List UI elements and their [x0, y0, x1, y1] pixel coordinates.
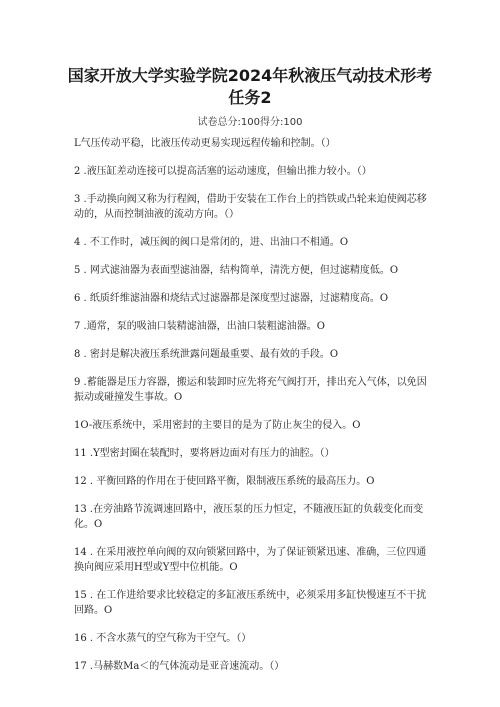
question-item: L气压传动平稳，比液压传动更易实现远程传输和控制。（） [74, 138, 336, 149]
question-list [74, 136, 430, 687]
question-item: 7 .通常，泵的吸油口装精滤油器，出油口装粗滤油器。O [74, 321, 325, 332]
question-item: 2 .液压缸差动连接可以提高活塞的运动速度，但输出推力较小。（） [74, 166, 372, 177]
page-title: 国家开放大学实验学院2024年秋液压气动技术形考 [67, 66, 433, 85]
question-item: 16 . 不含水蒸气的空气称为干空气。（） [74, 633, 252, 644]
question-item: 15 . 在工作进给要求比较稳定的多缸液压系统中，必须采用多缸快慢速互不干扰回路。O [74, 590, 427, 616]
question-item: 4 . 不工作时，减压阀的阀口是常闭的，进、出油口不相通。O [74, 237, 349, 248]
question-item: 12 . 平衡回路的作用在于使回路平衡，限制液压系统的最高压力。O [74, 476, 375, 487]
question-item: 1O-液压系统中，采用密封的主要目的是为了防止灰尘的侵入。O [74, 420, 361, 431]
question-item: 14 . 在采用液控单向阀的双向锁紧回路中，为了保证锁紧迅速、准确，三位四通换向阀应采用H型或Y型中位机能。O [74, 547, 427, 573]
question-item: 11 .Y型密封圈在装配时，要将唇边面对有压力的油腔。（） [74, 448, 335, 459]
page-title-continued: 任务2 [228, 88, 272, 107]
question-item: 9 .蓄能器是压力容器，搬运和装卸时应先将充气阀打开，排出充入气体，以免因振动或碰撞发生事故。O [74, 377, 427, 403]
question-item: 17 .马赫数Ma＜的气体流动是亚音速流动。（） [74, 661, 285, 672]
question-item: 13 .在旁油路节流调速回路中，液压泵的压力恒定，不随液压缸的负载变化而变化。O [74, 504, 424, 530]
question-item: 3 .手动换向阀又称为行程阀，借助于安装在工作台上的挡铁或凸轮来迫使阀芯移动的，从而控制油液的流动方向。（） [74, 194, 427, 220]
question-item: 8 . 密封是解决液压系统泄露问题最重要、最有效的手段。O [74, 349, 339, 360]
question-item: 6 . 纸质纤维滤油器和烧结式过滤器都是深度型过滤器，过滤精度高。O [74, 293, 389, 304]
question-item: 5 . 网式滤油器为表面型滤油器，结构简单，清洗方便，但过滤精度低。O [74, 265, 399, 276]
score-info: 试卷总分:100得分:100 [197, 117, 303, 128]
